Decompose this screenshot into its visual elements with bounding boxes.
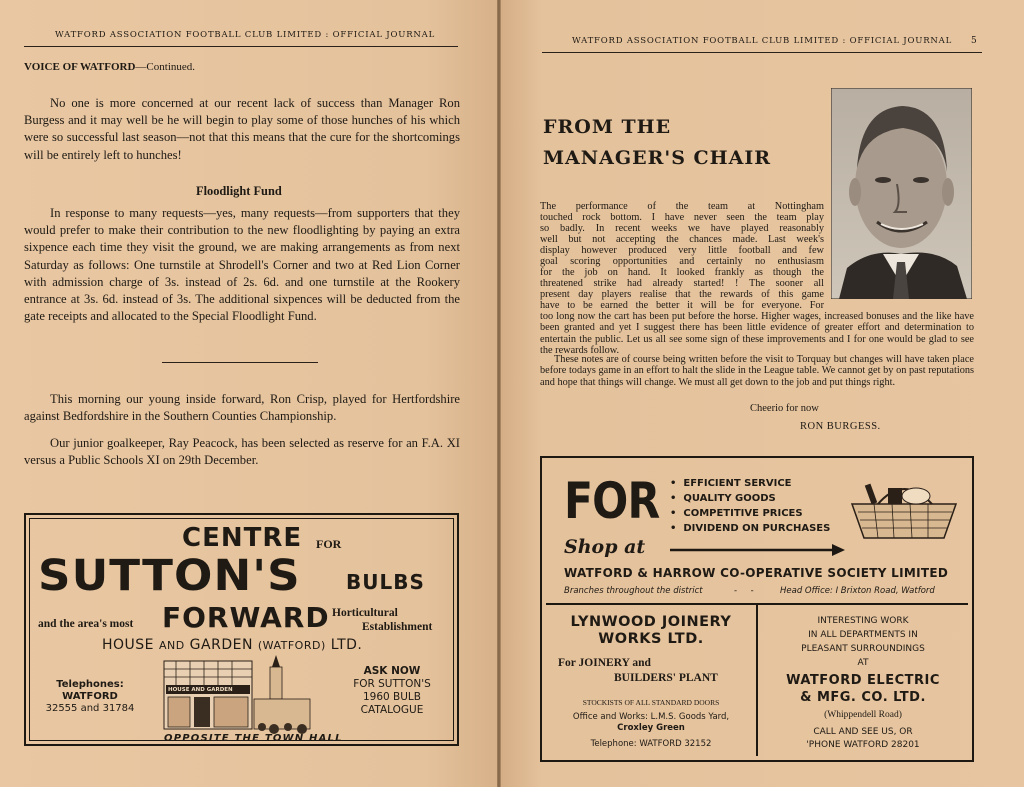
coop-advert [540, 456, 974, 762]
areas-most-text: and the area's most [38, 618, 134, 630]
manager-line-3: so badly. In recent weeks we have played reasonably [540, 223, 824, 234]
coop-branches: Branches throughout the district [564, 586, 703, 596]
manager-line-2: touched rock bottom. I have never seen the team play [540, 212, 824, 223]
coop-bullet-3: • COMPETITIVE PRICES [670, 508, 803, 519]
section-title: VOICE OF WATFORD [24, 61, 136, 73]
title-from-the: FROM THE [543, 116, 672, 138]
shop-at-text: Shop at [564, 536, 646, 558]
signoff: Cheerio for now [750, 403, 819, 414]
ask-now-block [342, 665, 442, 717]
suttons-bulbs-advert [24, 513, 459, 746]
arrow-right-icon [670, 544, 845, 556]
header-rule-left [24, 46, 458, 47]
ask-now-line3: 1960 BULB [362, 691, 421, 703]
lynwood-office-2: Croxley Green [617, 723, 685, 733]
section-heading [24, 61, 195, 73]
watford-paren: (WATFORD) [257, 639, 326, 652]
and-word: AND [158, 639, 185, 652]
ask-now-line2: FOR SUTTON'S [353, 678, 431, 690]
watford-electric-name [760, 672, 966, 706]
section-continued: —Continued. [135, 61, 196, 73]
paragraph-ray-peacock: Our junior goalkeeper, Ray Peacock, has been selected as reserve for an F.A. XI versus a Public Schools XI on 29th December. [24, 436, 460, 468]
electric-call-1: CALL AND SEE US, OR [813, 727, 913, 737]
manager-line-1: The performance of the team at Nottingham [540, 201, 824, 212]
telephones-town: WATFORD [62, 691, 118, 702]
lynwood-name-2: WORKS LTD. [598, 631, 704, 647]
manager-line-8: threatened strike had already started! ! The sooner all [540, 278, 824, 289]
telephones-numbers: 32555 and 31784 [45, 703, 135, 714]
house-and-garden-shop-illustration [162, 655, 314, 735]
lynwood-name-1: LYNWOOD JOINERY [570, 614, 732, 630]
spine-fold [497, 0, 501, 787]
lynwood-advert [548, 614, 754, 648]
coop-bullet-1: • EFFICIENT SERVICE [670, 478, 792, 489]
lynwood-stockists: STOCKISTS OF ALL STANDARD DOORS [582, 698, 720, 707]
for-word: FOR [316, 537, 342, 551]
establishment-word: Establishment [362, 621, 433, 633]
shopping-basket-icon [848, 480, 960, 540]
paragraph-ron-crisp: This morning our young inside forward, Ron Crisp, played for Hertfordshire against Bedfordshire in the Southern Counties Championship. [24, 392, 460, 424]
bottom-ads-divider [756, 603, 758, 756]
electric-line-4: AT [857, 658, 869, 668]
ask-now-line4: CATALOGUE [360, 704, 424, 716]
electric-line-1: INTERESTING WORK [817, 616, 909, 626]
right-page [500, 0, 1024, 787]
manager-line-6: goal scoring opportunities and certainly no enthusiasm [540, 256, 824, 267]
coop-dashes: - - [734, 586, 754, 596]
ask-now-line1: ASK NOW [363, 665, 421, 677]
manager-line-5: display however produced very little football and few [540, 245, 824, 256]
house-garden-line [102, 637, 362, 653]
coop-bullet-2: • QUALITY GOODS [670, 493, 776, 504]
header-rule-right [542, 52, 982, 53]
coop-bullet-4: • DIVIDEND ON PURCHASES [670, 523, 831, 534]
section-divider [162, 362, 318, 363]
manager-paragraph-2: These notes are of course being written before the visit to Torquay but changes will have taken place before todays game in an effort to halt the slide in the League table. We cannot get by on past reputations and hope that things will change. We must all get down to the job and put things right. [540, 354, 974, 388]
paragraph-floodlight-fund: In response to many requests—yes, many requests—from supporters that they would prefer to make their contribution to the new floodlighting by paying an extra sixpence each time they visit the ground, we are making arrangements as from next Saturday as follows: One turnstile at Shrodell's Corner and two at Red Lion Corner with admission charge of 3s. instead of 2s. 6d. and one turnstile at the Rookery entrance at 3s. 6d. instead of 3s. The additional sixpences will be deducted from the gate receipts and allocated to the Special Floodlight Fund. [24, 206, 460, 324]
centre-word: CENTRE [182, 523, 303, 553]
signature: RON BURGESS. [800, 421, 881, 432]
suttons-telephones [42, 679, 138, 715]
electric-call-2: 'PHONE WATFORD 28201 [806, 740, 920, 750]
lynwood-telephone: Telephone: WATFORD 32152 [590, 739, 712, 749]
lynwood-for-joinery: For JOINERY and [558, 657, 651, 669]
page-number: 5 [971, 36, 977, 46]
electric-name-2: & MFG. CO. LTD. [800, 690, 926, 705]
electric-name-1: WATFORD ELECTRIC [786, 673, 940, 688]
coop-bullet-list [670, 476, 830, 536]
lynwood-builders-plant: BUILDERS' PLANT [614, 672, 718, 684]
ron-burgess-portrait [831, 88, 972, 299]
manager-paragraph-rest: too long now the cart has been put before the horse. Higher wages, increased bonuses and the like have been granted and yet I suggest there has been little evidence of greater effort and determination to entertain the public. Let us all see some sign of these improvements and I for one would be glad to see the rewards follow. [540, 311, 974, 357]
suttons-word: SUTTON'S [38, 551, 301, 601]
manager-line-7: for the job on hand. It looked frankly as though the [540, 267, 824, 278]
electric-road: (Whippendell Road) [824, 710, 902, 720]
telephones-label: Telephones: [56, 679, 124, 690]
lynwood-office-1: Office and Works: L.M.S. Goods Yard, [572, 712, 730, 722]
electric-line-2: IN ALL DEPARTMENTS IN [808, 630, 918, 640]
opposite-town-hall: OPPOSITE THE TOWN HALL [164, 733, 343, 744]
house-word: HOUSE [102, 637, 155, 653]
running-head-right: WATFORD ASSOCIATION FOOTBALL CLUB LIMITED : OFFICIAL JOURNAL [572, 36, 953, 46]
garden-word: GARDEN [189, 637, 253, 653]
floodlight-heading: Floodlight Fund [196, 184, 282, 198]
manager-line-10: have to be earned the better it will be for everyone. For [540, 300, 824, 311]
running-head-left: WATFORD ASSOCIATION FOOTBALL CLUB LIMITED : OFFICIAL JOURNAL [55, 30, 436, 40]
manager-line-9: present day players realise that the rewards of this game [540, 289, 824, 300]
watford-electric-advert [760, 614, 966, 670]
left-page [0, 0, 500, 787]
lynwood-office [548, 712, 754, 734]
electric-call [760, 726, 966, 752]
title-managers-chair: MANAGER'S CHAIR [543, 147, 772, 169]
coop-society-name: WATFORD & HARROW CO-OPERATIVE SOCIETY LIMITED [564, 566, 949, 580]
coop-head-office: Head Office: I Brixton Road, Watford [780, 586, 935, 596]
shop-sign-text: HOUSE AND GARDEN [168, 687, 233, 693]
paragraph-lack-of-success: No one is more concerned at our recent lack of success than Manager Ron Burgess and it may well be he will begin to play some of those hunches of his which were so successful last season—not that this means that the cure for the shortcomings will be entirely left to hunches! [24, 96, 460, 162]
manager-line-4: well but not accepting the chances made. Last week's [540, 234, 824, 245]
coop-for-word: FOR [564, 472, 660, 530]
ltd-word: LTD. [330, 637, 363, 653]
bulbs-word: BULBS [346, 570, 425, 594]
horticultural-word: Horticultural [332, 607, 398, 619]
electric-line-3: PLEASANT SURROUNDINGS [801, 644, 925, 654]
forward-word: FORWARD [162, 601, 330, 634]
